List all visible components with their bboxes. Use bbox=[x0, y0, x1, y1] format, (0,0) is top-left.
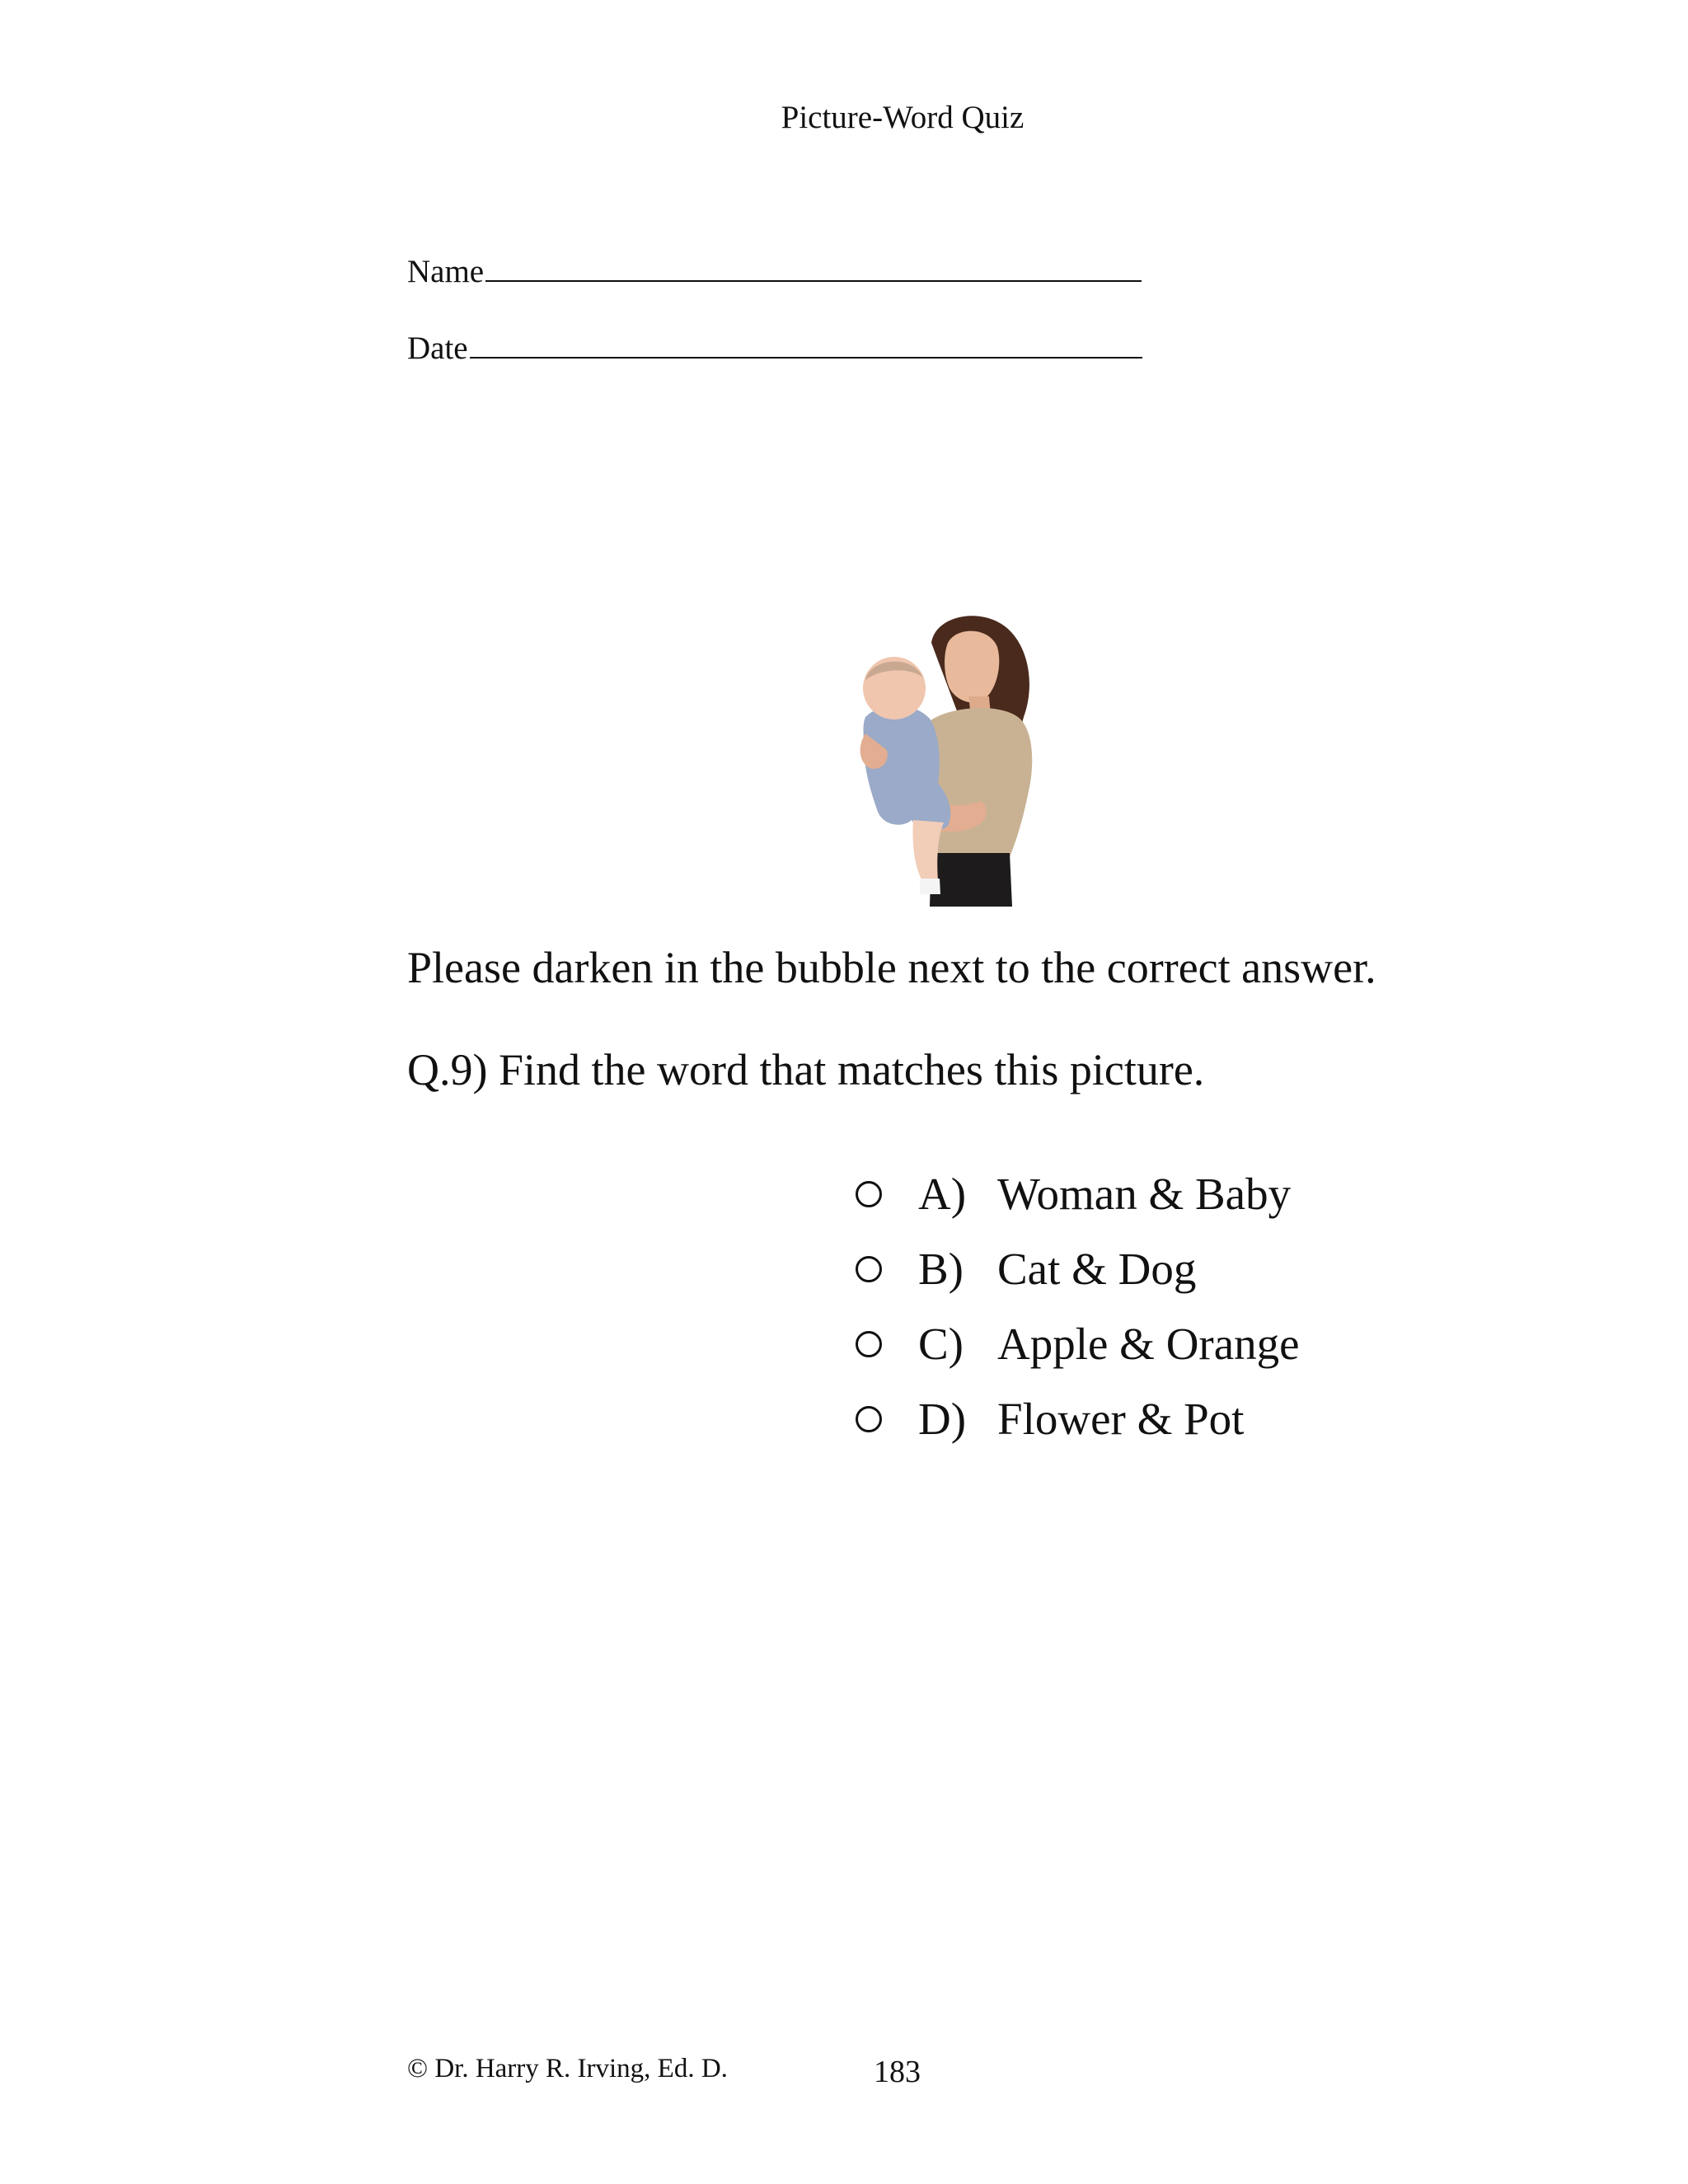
name-field[interactable] bbox=[407, 251, 1142, 293]
option-letter: A) bbox=[918, 1168, 967, 1219]
copyright-text: © Dr. Harry R. Irving, Ed. D. bbox=[407, 2054, 728, 2083]
option-letter: B) bbox=[918, 1243, 964, 1294]
date-label: Date bbox=[407, 330, 468, 366]
answer-bubble-a[interactable] bbox=[856, 1181, 882, 1207]
option-a[interactable] bbox=[856, 1156, 1300, 1231]
answer-options bbox=[856, 1156, 1300, 1456]
answer-bubble-c[interactable] bbox=[856, 1331, 882, 1357]
page-number: 183 bbox=[874, 2055, 921, 2089]
option-text: Woman & Baby bbox=[997, 1168, 1292, 1219]
option-b[interactable] bbox=[856, 1231, 1300, 1306]
option-letter: D) bbox=[918, 1393, 967, 1444]
page-title: Picture-Word Quiz bbox=[781, 100, 1025, 135]
answer-bubble-d[interactable] bbox=[856, 1406, 882, 1432]
woman-holding-baby-photo bbox=[832, 610, 1055, 907]
question-text: Q.9) Find the word that matches this picture. bbox=[407, 1045, 1205, 1094]
option-c[interactable] bbox=[856, 1306, 1300, 1381]
option-text: Apple & Orange bbox=[997, 1318, 1300, 1369]
answer-bubble-b[interactable] bbox=[856, 1256, 882, 1282]
instruction-text: Please darken in the bubble next to the correct answer. bbox=[407, 943, 1376, 992]
date-blank-line[interactable] bbox=[470, 329, 1142, 359]
option-text: Cat & Dog bbox=[997, 1243, 1197, 1294]
date-field[interactable] bbox=[407, 328, 1142, 369]
name-blank-line[interactable] bbox=[485, 252, 1142, 282]
name-label: Name bbox=[407, 254, 485, 289]
option-text: Flower & Pot bbox=[997, 1393, 1245, 1444]
option-letter: C) bbox=[918, 1318, 964, 1369]
option-d[interactable] bbox=[856, 1381, 1300, 1456]
